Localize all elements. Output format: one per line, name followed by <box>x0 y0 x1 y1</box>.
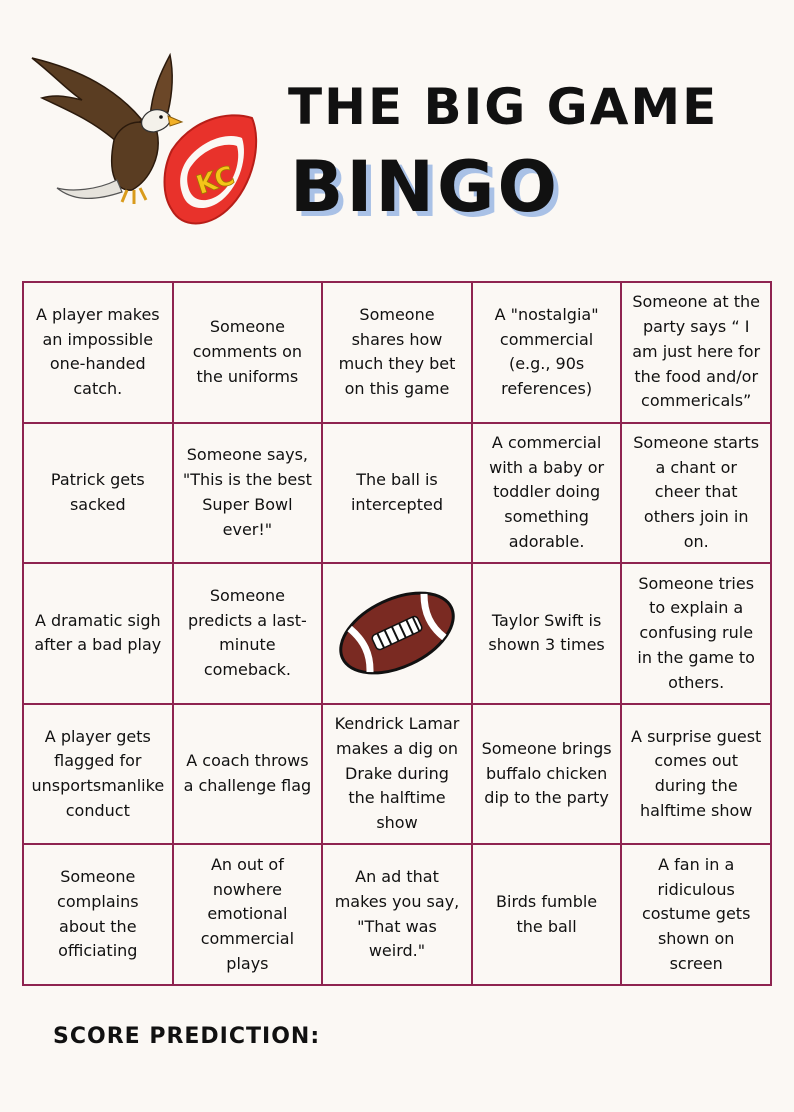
bingo-cell[interactable]: The ball is intercepted <box>322 423 472 564</box>
bingo-cell[interactable]: A "nostalgia" commercial (e.g., 90s references) <box>472 282 622 423</box>
bingo-cell[interactable]: Someone comments on the uniforms <box>173 282 323 423</box>
kc-patch-text: KC <box>192 160 239 202</box>
bingo-cell[interactable]: Someone tries to explain a confusing rule in the game to others. <box>621 563 771 704</box>
bingo-cell[interactable]: Someone says, "This is the best Super Bowl ever!" <box>173 423 323 564</box>
bingo-free-space[interactable] <box>322 563 472 704</box>
bingo-cell[interactable]: A fan in a ridiculous costume gets shown on screen <box>621 844 771 985</box>
bingo-cell[interactable]: Someone brings buffalo chicken dip to the party <box>472 704 622 845</box>
bingo-cell[interactable]: An out of nowhere emotional commercial plays <box>173 844 323 985</box>
title-line-2: BINGO <box>290 146 560 228</box>
bingo-cell[interactable]: Kendrick Lamar makes a dig on Drake during the halftime show <box>322 704 472 845</box>
bingo-cell[interactable]: Birds fumble the ball <box>472 844 622 985</box>
score-prediction-label: SCORE PREDICTION: <box>53 1024 321 1049</box>
bingo-cell[interactable]: Taylor Swift is shown 3 times <box>472 563 622 704</box>
bingo-cell[interactable]: Someone at the party says “ I am just here for the food and/or commericals” <box>621 282 771 423</box>
bingo-cell[interactable]: A surprise guest comes out during the halftime show <box>621 704 771 845</box>
bingo-grid <box>22 281 772 986</box>
bingo-cell[interactable]: Someone predicts a last-minute comeback. <box>173 563 323 704</box>
bingo-cell[interactable]: Someone complains about the officiating <box>23 844 173 985</box>
bingo-cell[interactable]: A commercial with a baby or toddler doing something adorable. <box>472 423 622 564</box>
bingo-cell[interactable]: An ad that makes you say, "That was weird." <box>322 844 472 985</box>
bingo-cell[interactable]: A player makes an impossible one-handed catch. <box>23 282 173 423</box>
football-icon <box>334 581 460 685</box>
bingo-cell[interactable]: A player gets flagged for unsportsmanlike conduct <box>23 704 173 845</box>
header <box>0 0 794 270</box>
bingo-cell[interactable]: A dramatic sigh after a bad play <box>23 563 173 704</box>
bingo-cell[interactable]: Someone starts a chant or cheer that others join in on. <box>621 423 771 564</box>
bingo-cell[interactable]: Someone shares how much they bet on this game <box>322 282 472 423</box>
bingo-cell[interactable]: Patrick gets sacked <box>23 423 173 564</box>
eagle-kc-logo <box>22 50 272 240</box>
bingo-cell[interactable]: A coach throws a challenge flag <box>173 704 323 845</box>
title-line-1: THE BIG GAME <box>288 78 719 136</box>
